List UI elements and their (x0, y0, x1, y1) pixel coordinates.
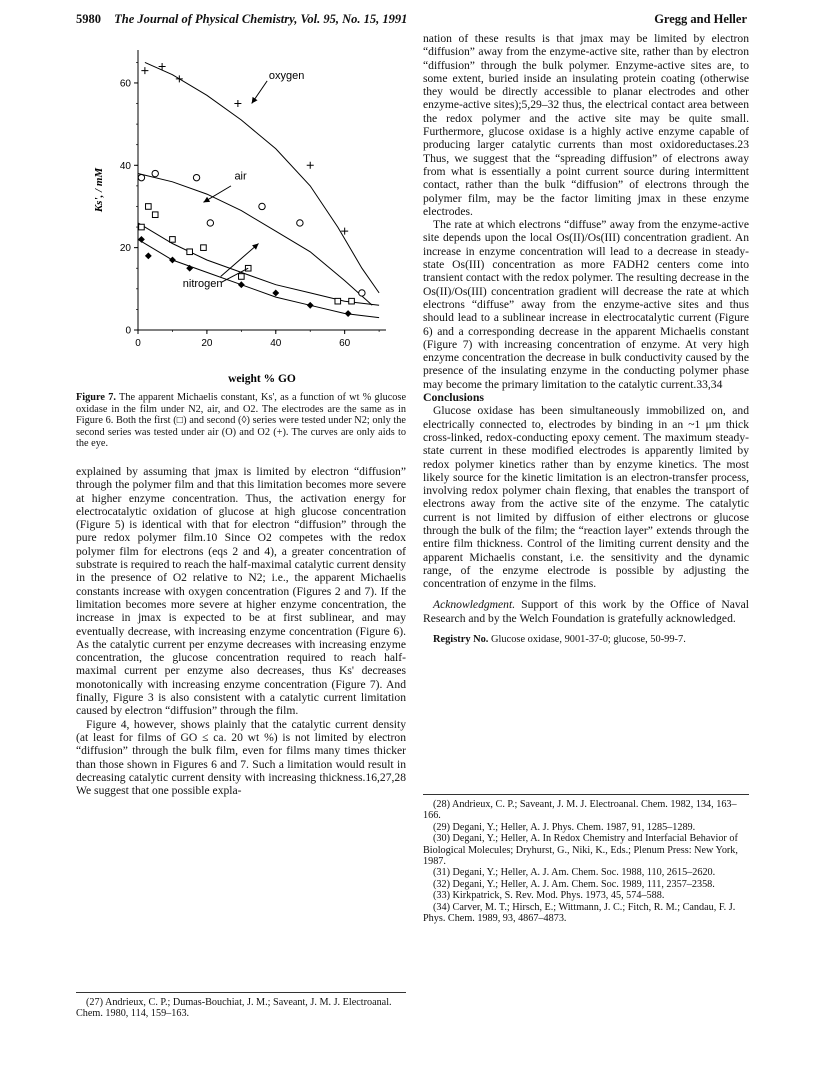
registry-text: Glucose oxidase, 9001-37-0; glucose, 50-99-7. (491, 634, 686, 646)
y-tick-label: 60 (119, 78, 131, 90)
y-tick-label: 0 (125, 325, 131, 337)
data-point-square (146, 204, 152, 210)
y-tick-label: 40 (119, 160, 131, 172)
data-point-diamond (238, 282, 244, 288)
footnote-left (76, 992, 406, 1020)
annotation-nitrogen: nitrogen (182, 277, 223, 290)
data-point-plus (307, 162, 314, 169)
reference-34: (34) Carver, M. T.; Hirsch, E.; Wittmann, J. C.; Fitch, R. M.; Candau, F. J. Phys. Chem. 1989, 93, 4867–4873. (423, 901, 736, 925)
reference-29: (29) Degani, Y.; Heller, A. J. Phys. Chem. 1987, 91, 1285–1289. (433, 821, 696, 833)
registry-numbers (423, 633, 749, 646)
caption-text: The apparent Michaelis constant, Ks', as a function of wt % glucose oxidase in the film under N2, air, and O2. The electrodes are the same as in Figure 6. Both the first (□) and second (◊) series were tested under N2; only the second series was tested under air (O) and O2 (+). The curves are only aids to the eye. (76, 392, 407, 450)
data-point-plus (176, 75, 183, 82)
reference-32: (32) Degani, Y.; Heller, A. J. Am. Chem. Soc. 1989, 111, 2357–2358. (433, 878, 715, 890)
data-point-circle (193, 174, 199, 180)
running-header (76, 12, 747, 28)
data-point-diamond (169, 257, 175, 263)
data-point-plus (341, 228, 348, 235)
data-point-circle (207, 220, 213, 226)
page-number: 5980 (76, 12, 101, 26)
reference-30: (30) Degani, Y.; Heller, A. In Redox Chemistry and Interfacial Behavior of Biological Molecules; Dryhurst, G., Niki, K., Eds.; Plenum Press: New York, 1987. (423, 833, 738, 868)
data-point-plus (141, 67, 148, 74)
figure-caption (76, 392, 406, 450)
reference-33: (33) Kirkpatrick, S. Rev. Mod. Phys. 1973, 45, 574–588. (433, 890, 665, 902)
caption-label: Figure 7. (76, 392, 116, 403)
body-paragraph: nation of these results is that jmax may be limited by electron “diffusion” away from the enzyme-active site, rather than by electron “diffusion” through the bulk polymer. Enzyme-active sites are, to some extent, buried inside an insulating protein coating (otherwise they would be directly accessible to planar electrodes and other enzyme-active sites);5,29–32 thus, the electrical contact area between the redox polymer and the active site may be quite small. Furthermore, glucose oxidase is a highly active enzyme capable of producing larger catalytic currents than most oxidoreductases.23 Thus, we suggest that the “spreading diffusion” of electrons away from what is essentially a point current source during intermittent contact, rather than the bulk “diffusion” of electrons through the polymer film, may be the factor limiting jmax in these enzyme electrodes. (423, 32, 749, 218)
data-point-diamond (273, 290, 279, 296)
data-point-diamond (138, 236, 144, 242)
data-point-square (239, 274, 245, 280)
annotation-air: air (234, 170, 247, 183)
data-point-square (335, 298, 341, 304)
annotation-oxygen: oxygen (268, 69, 305, 82)
series-curve (145, 62, 379, 293)
registry-label: Registry No. (433, 634, 489, 646)
data-point-circle (138, 174, 144, 180)
journal-citation: The Journal of Physical Chemistry, Vol. 95, No. 15, 1991 (114, 12, 408, 26)
right-column (423, 32, 749, 646)
acknowledgment-label: Acknowledgment. (433, 598, 516, 612)
data-point-square (201, 245, 207, 251)
data-point-diamond (345, 311, 351, 317)
body-paragraph: explained by assuming that jmax is limited by electron “diffusion” through the polymer film and that this limitation becomes more severe at higher enzyme concentration. Thus, the activation energy for electrocatalytic oxidation of glucose at high glucose concentration (Figure 5) is identical with that for electron “diffusion” through the pure redox polymer film.10 Since O2 competes with the redox polymer film for electrons (eqs 2 and 4), a greater concentration of substrate is required to reach the half-maximal catalytic current density in the presence of O2 relative to N2; i.e., the apparent Michaelis constants increase with oxygen concentration (Figures 2 and 7). If the limitation becomes more severe at higher enzyme concentration, the increase in jmax is expected to be at first sublinear, and may eventually decrease, with increasing enzyme concentration (Figure 6). As the catalytic current per enzyme decreases with increasing enzyme concentration, the glucose concentration required to reach half-maximal current per enzyme also decreases, thus Ks' decreases monotonically with increasing enzyme concentration (Figure 7). And finally, Figure 3 is also consistent with a catalytic current limitation caused by electron “diffusion” through the film. (76, 465, 406, 718)
header-left (76, 12, 407, 27)
data-point-square (152, 212, 158, 218)
reference-27: (27) Andrieux, C. P.; Dumas-Bouchiat, J. M.; Saveant, J. M. J. Electroanal. Chem. 1980, 114, 159–163. (76, 997, 392, 1020)
data-point-square (349, 298, 355, 304)
data-point-diamond (145, 253, 151, 259)
x-tick-label: 20 (201, 338, 213, 349)
reference-31: (31) Degani, Y.; Heller, A. J. Am. Chem. Soc. 1988, 110, 2615–2620. (433, 867, 716, 879)
section-heading-conclusions: Conclusions (423, 390, 484, 405)
x-tick-label: 40 (270, 338, 282, 349)
data-point-square (139, 224, 145, 230)
data-point-square (170, 237, 176, 243)
data-point-diamond (307, 302, 313, 308)
acknowledgment (423, 598, 749, 625)
conclusions-paragraph: Glucose oxidase has been simultaneously immobilized on, and electrically connected to, electrodes by binding in an ~1 μm thick cross-linked, redox-conducting epoxy cement. The maximum steady-state current in these modified electrodes is apparently limited by redox polymer kinetics rather than by enzyme kinetics. The most likely source for the kinetic limitation is an electron-transfer process, involving redox polymer chain flexing, that enables the transport of electrons away from the active site of the enzyme. The catalytic current is not limited by diffusion of either electrons or glucose through the bulk of the film; the “reaction layer” extends through the entire film thickness. Control of the limiting current density and the apparent Michaelis constant, i.e. the sensitivity and the dynamic range, of the enzyme electrode is possible by adjusting the concentration of enzyme in the films. (423, 404, 749, 591)
header-authors: Gregg and Heller (654, 12, 747, 26)
data-point-circle (259, 203, 265, 209)
data-point-circle (152, 170, 158, 176)
x-tick-label: 0 (135, 338, 141, 349)
reference-28: (28) Andrieux, C. P.; Saveant, J. M. J. Electroanal. Chem. 1982, 134, 163–166. (423, 799, 737, 822)
figure-7-chart (76, 32, 406, 392)
references-right (423, 794, 749, 924)
data-point-circle (359, 290, 365, 296)
body-paragraph: The rate at which electrons “diffuse” away from the enzyme-active site depends upon the local Os(II)/Os(III) concentration gradient. An increase in enzyme concentration will lead to a decrease in steady-state Os(III) concentration as more FADH2 centers come into transient contact with the redox polymer. The resulting decrease in the Os(II)/Os(III) concentration gradient will decrease the rate at which electrons “diffuse” away from the enzyme-active sites and thus should lead to a sublinear increase in electrocatalytic current (Figure 6) and a corresponding decrease in the apparent Michaelis constant (Figure 7) with increasing concentration of enzyme. At very high enzyme concentration the decrease in bulk conductivity caused by the presence of the insulating enzyme in the conducting polymer phase may become the primary limitation to the catalytic current.33,34 (423, 218, 749, 391)
acknowledgment-text: Support of this work by the Office of Naval Research and by the Welch Foundation is gratefully acknowledged. (423, 598, 750, 625)
arrow-head (252, 97, 258, 104)
body-paragraph: Figure 4, however, shows plainly that the catalytic current density (at least for films of GO ≤ ca. 20 wt %) is not limited by electron “diffusion” through the bulk film, even for films many times thicker than those shown in Figures 6 and 7. Such a limitation would result in decreasing catalytic current density with increasing thickness.16,27,28 We suggest that one possible expla- (76, 717, 406, 798)
left-column (76, 465, 406, 797)
data-point-circle (297, 220, 303, 226)
x-axis-label: weight % GO (228, 373, 296, 385)
x-tick-label: 60 (339, 338, 351, 349)
data-point-diamond (187, 265, 193, 271)
data-point-plus (234, 100, 241, 107)
y-axis-label: Ks', / mM (93, 167, 105, 213)
y-tick-label: 20 (119, 243, 131, 255)
figure-7 (76, 32, 406, 422)
data-point-square (187, 249, 193, 255)
